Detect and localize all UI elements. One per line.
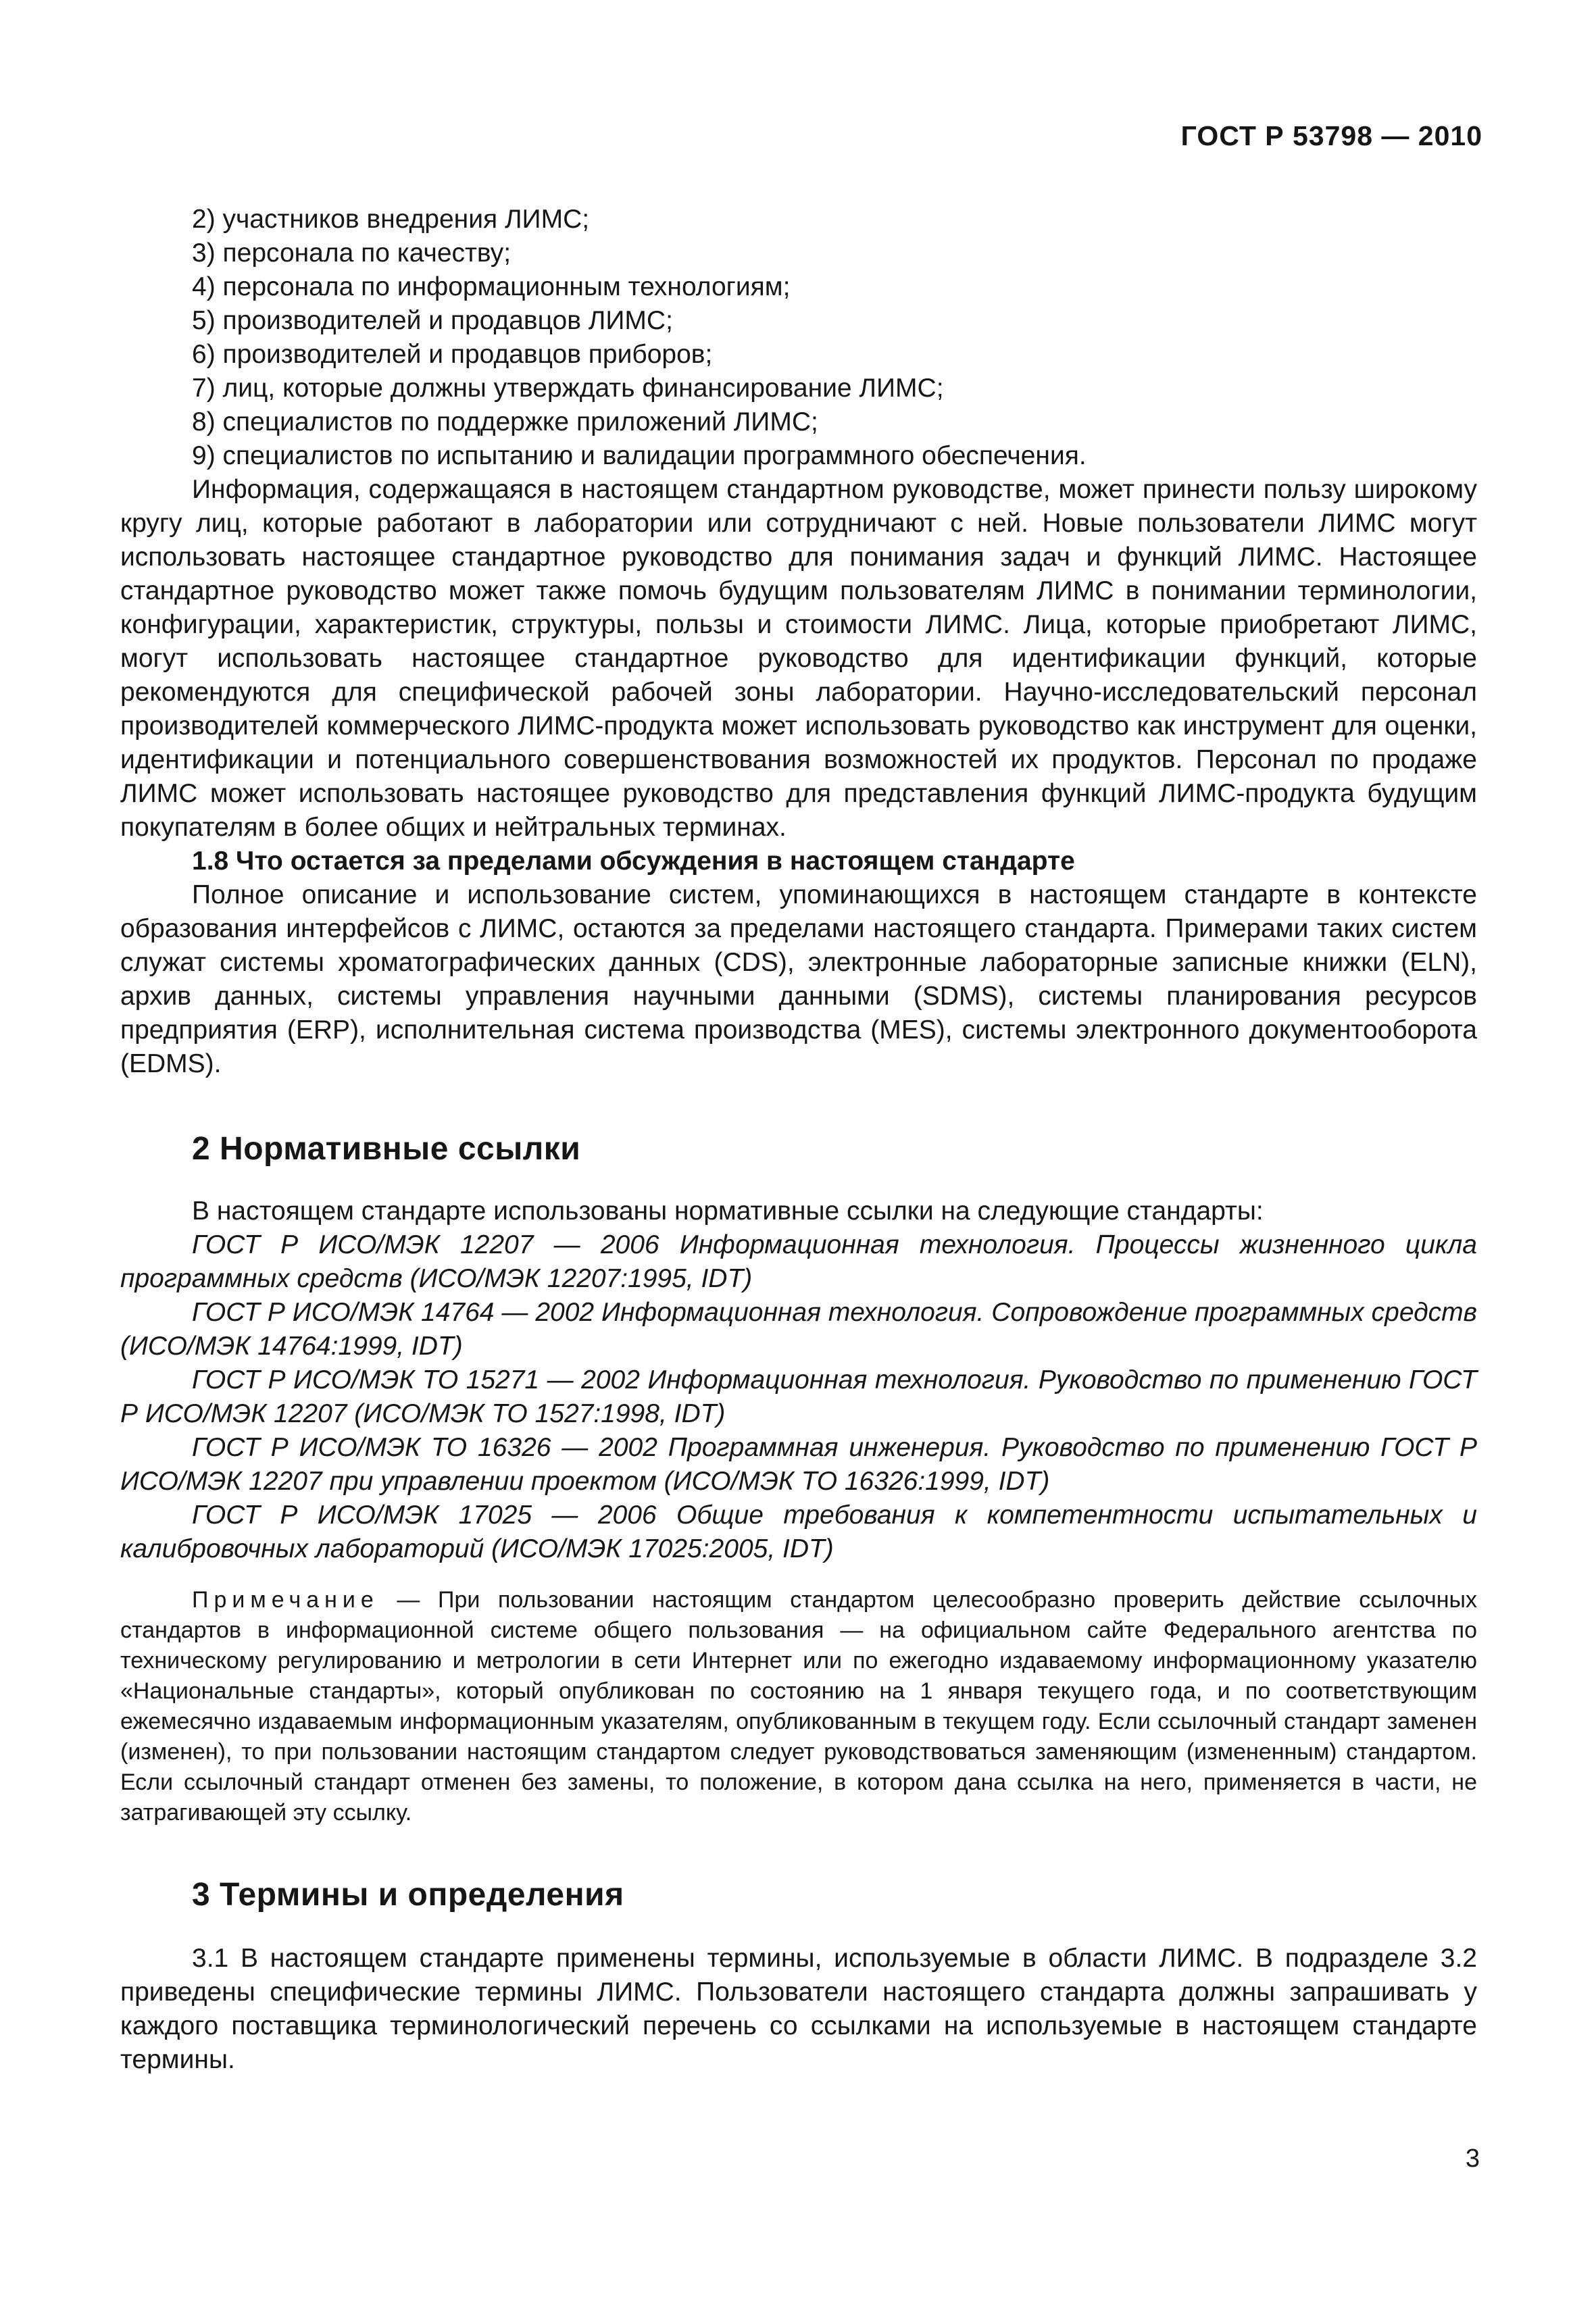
reference-item: ГОСТ Р ИСО/МЭК 17025 — 2006 Общие требования к компетентности испытательных и калибровочных лабораторий (ИСО/МЭК 17025:2005, IDT): [120, 1501, 1477, 1563]
note: [120, 1585, 1477, 1828]
section-3-text: 3.1 В настоящем стандарте применены термины, используемые в области ЛИМС. В подразделе 3.2 приведены специфические термины ЛИМС. Пользователи настоящего стандарта должны запрашивать у каждого поставщика терминологический перечень со ссылками на используемые в настоящем стандарте термины.: [120, 1944, 1477, 2074]
note-label: Примечание: [192, 1587, 379, 1613]
reference-item: ГОСТ Р ИСО/МЭК 14764 — 2002 Информационная технология. Сопровождение программных средств (ИСО/МЭК 14764:1999, IDT): [120, 1298, 1477, 1361]
list-item: 9) специалистов по испытанию и валидации программного обеспечения.: [192, 441, 1087, 470]
page-number: 3: [1465, 2144, 1480, 2173]
reference-item: ГОСТ Р ИСО/МЭК 12207 — 2006 Информационная технология. Процессы жизненного цикла программных средств (ИСО/МЭК 12207:1995, IDT): [120, 1230, 1477, 1293]
section-2-heading: 2 Нормативные ссылки: [192, 1131, 581, 1167]
reference-item: ГОСТ Р ИСО/МЭК ТО 16326 — 2002 Программная инженерия. Руководство по применению ГОСТ Р ИСО/МЭК 12207 при управлении проектом (ИСО/МЭК ТО 16326:1999, IDT): [120, 1433, 1477, 1496]
list-item: 5) производителей и продавцов ЛИМС;: [192, 306, 673, 335]
list-item: 4) персонала по информационным технологиям;: [192, 272, 791, 301]
section-1-8-heading: 1.8 Что остается за пределами обсуждения в настоящем стандарте: [192, 847, 1075, 876]
note-text: — При пользовании настоящим стандартом целесообразно проверить действие ссылочных стандартов в информационной системе общего пользования — на официальном сайте Федерального агентства по техническому регулированию и метрологии в сети Интернет или по ежегодно издаваемому информационному указателю «Национальные стандарты», который опубликован по состоянию на 1 января текущего года, и по соответствующим ежемесячно издаваемым информационным указателям, опубликованным в текущем году. Если ссылочный стандарт заменен (изменен), то при пользовании настоящим стандартом следует руководствоваться заменяющим (измененным) стандартом. Если ссылочный стандарт отменен без замены, то положение, в котором дана ссылка на него, применяется в части, не затрагивающей эту ссылку.: [120, 1587, 1477, 1826]
audience-list: [120, 203, 1477, 473]
list-item: 7) лиц, которые должны утверждать финансирование ЛИМС;: [192, 374, 944, 403]
intro-paragraph: Информация, содержащаяся в настоящем стандартном руководстве, может принести пользу широкому кругу лиц, которые работают в лаборатории или сотрудничают с ней. Новые пользователи ЛИМС могут использовать настоящее стандартное руководство для понимания задач и функций ЛИМС. Настоящее стандартное руководство может также помочь будущим пользователям ЛИМС в понимании терминологии, конфигурации, характеристик, структуры, пользы и стоимости ЛИМС. Лица, которые приобретают ЛИМС, могут использовать настоящее стандартное руководство для идентификации функций, которые рекомендуются для специфической рабочей зоны лаборатории. Научно-исследовательский персонал производителей коммерческого ЛИМС-продукта может использовать руководство как инструмент для оценки, идентификации и потенциального совершенствования возможностей их продуктов. Персонал по продаже ЛИМС может использовать настоящее руководство для представления функций ЛИМС-продукта будущим покупателям в более общих и нейтральных терминах.: [120, 475, 1477, 842]
list-item: 6) производителей и продавцов приборов;: [192, 340, 713, 369]
list-item: 2) участников внедрения ЛИМС;: [192, 205, 590, 234]
section-3-heading: 3 Термины и определения: [192, 1877, 624, 1913]
reference-item: ГОСТ Р ИСО/МЭК ТО 15271 — 2002 Информационная технология. Руководство по применению ГОСТ Р ИСО/МЭК 12207 (ИСО/МЭК ТО 1527:1998, IDT): [120, 1365, 1477, 1428]
list-item: 8) специалистов по поддержке приложений ЛИМС;: [192, 407, 818, 436]
section-2-intro: В настоящем стандарте использованы нормативные ссылки на следующие стандарты:: [192, 1197, 1264, 1226]
page-content: [120, 203, 1477, 2077]
document-header: ГОСТ Р 53798 — 2010: [1180, 120, 1482, 151]
list-item: 3) персонала по качеству;: [192, 238, 512, 268]
reference-list: [120, 1228, 1477, 1566]
section-1-8-text: Полное описание и использование систем, упоминающихся в настоящем стандарте в контексте образования интерфейсов с ЛИМС, остаются за пределами настоящего стандарта. Примерами таких систем служат системы хроматографических данных (CDS), электронные лабораторные записные книжки (ELN), архив данных, системы управления научными данными (SDMS), системы планирования ресурсов предприятия (ERP), исполнительная система производства (MES), системы электронного документооборота (EDMS).: [120, 880, 1477, 1078]
